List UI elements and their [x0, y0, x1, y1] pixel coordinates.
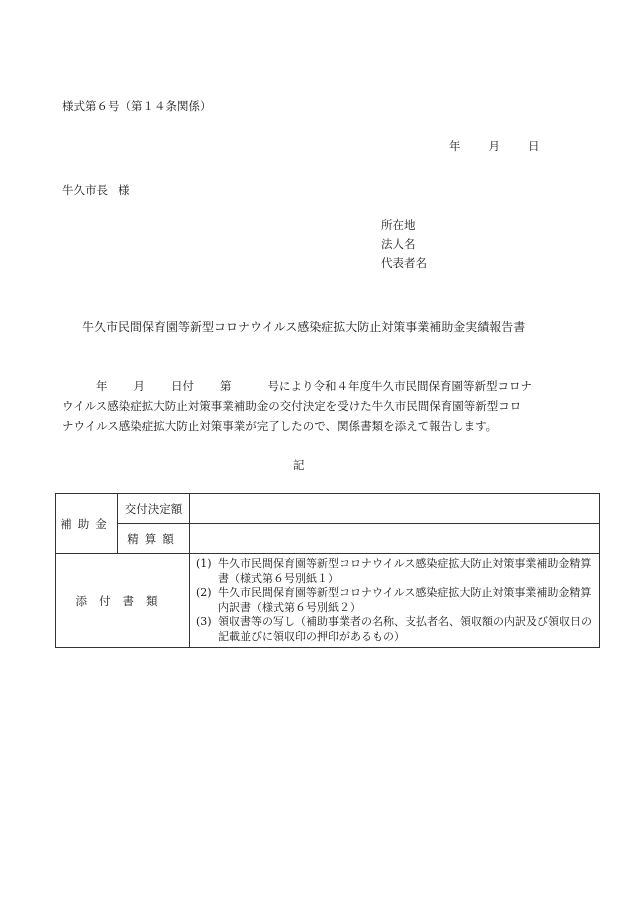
settlement-amount-value-cell[interactable] [190, 524, 600, 554]
list-item [196, 586, 595, 615]
body-year: 年 [96, 379, 108, 393]
attachment-text: 領収書等の写し（補助事業者の名称、支払者名、領収額の内訳及び領収日の記載並びに領収印の押印があるもの） [218, 615, 592, 643]
attachment-number: (3) [196, 615, 212, 628]
list-item [196, 557, 595, 586]
representative-name-label: 代表者名 [381, 256, 427, 270]
attachments-label-cell: 添付書類 [56, 554, 190, 648]
attachment-number: (1) [196, 557, 212, 570]
address-label: 所在地 [381, 218, 416, 232]
date-line [449, 138, 540, 154]
list-item [196, 615, 595, 644]
table-row [56, 524, 600, 554]
date-day-label: 日 [528, 139, 540, 153]
decision-amount-label-cell: 交付決定額 [118, 494, 190, 524]
body-line-2: ウイルス感染症拡大防止対策事業補助金の交付決定を受けた牛久市民間保育園等新型コロ [62, 399, 522, 413]
ki-heading: 記 [293, 458, 305, 472]
body-line-1-rest: 号により令和４年度牛久市民間保育園等新型コロナ [267, 379, 532, 393]
decision-amount-value-cell[interactable] [190, 494, 600, 524]
attachment-text: 牛久市民間保育園等新型コロナウイルス感染症拡大防止対策事業補助金精算書（様式第６号別紙１） [218, 557, 592, 585]
table-row [56, 494, 600, 524]
addressee-name: 牛久市長 [62, 183, 108, 197]
body-line-1 [62, 376, 562, 396]
body-month: 月 [133, 379, 145, 393]
body-paragraph [62, 376, 562, 436]
document-title: 牛久市民間保育園等新型コロナウイルス感染症拡大防止対策事業補助金実績報告書 [82, 320, 526, 334]
form-number: 様式第６号（第１４条関係） [62, 99, 212, 113]
body-line-3: ナウイルス感染症拡大防止対策事業が完了したので、関係書類を添えて報告します。 [62, 419, 498, 433]
body-number-prefix: 第 [220, 379, 232, 393]
applicant-block [381, 216, 427, 273]
subsidy-label-cell: 補助金 [56, 494, 118, 554]
table-row [56, 554, 600, 648]
attachment-text: 牛久市民間保育園等新型コロナウイルス感染症拡大防止対策事業補助金精算内訳書（様式第６号別紙２） [218, 586, 592, 614]
attachments-list-cell [190, 554, 600, 648]
detail-table [55, 493, 600, 648]
settlement-amount-label-cell: 精算額 [118, 524, 190, 554]
addressee [62, 182, 130, 198]
attachment-number: (2) [196, 586, 212, 599]
addressee-honorific: 様 [118, 183, 130, 197]
date-month-label: 月 [488, 139, 500, 153]
date-year-label: 年 [449, 139, 461, 153]
corporation-name-label: 法人名 [381, 237, 416, 251]
body-date-suffix: 日付 [171, 379, 194, 393]
